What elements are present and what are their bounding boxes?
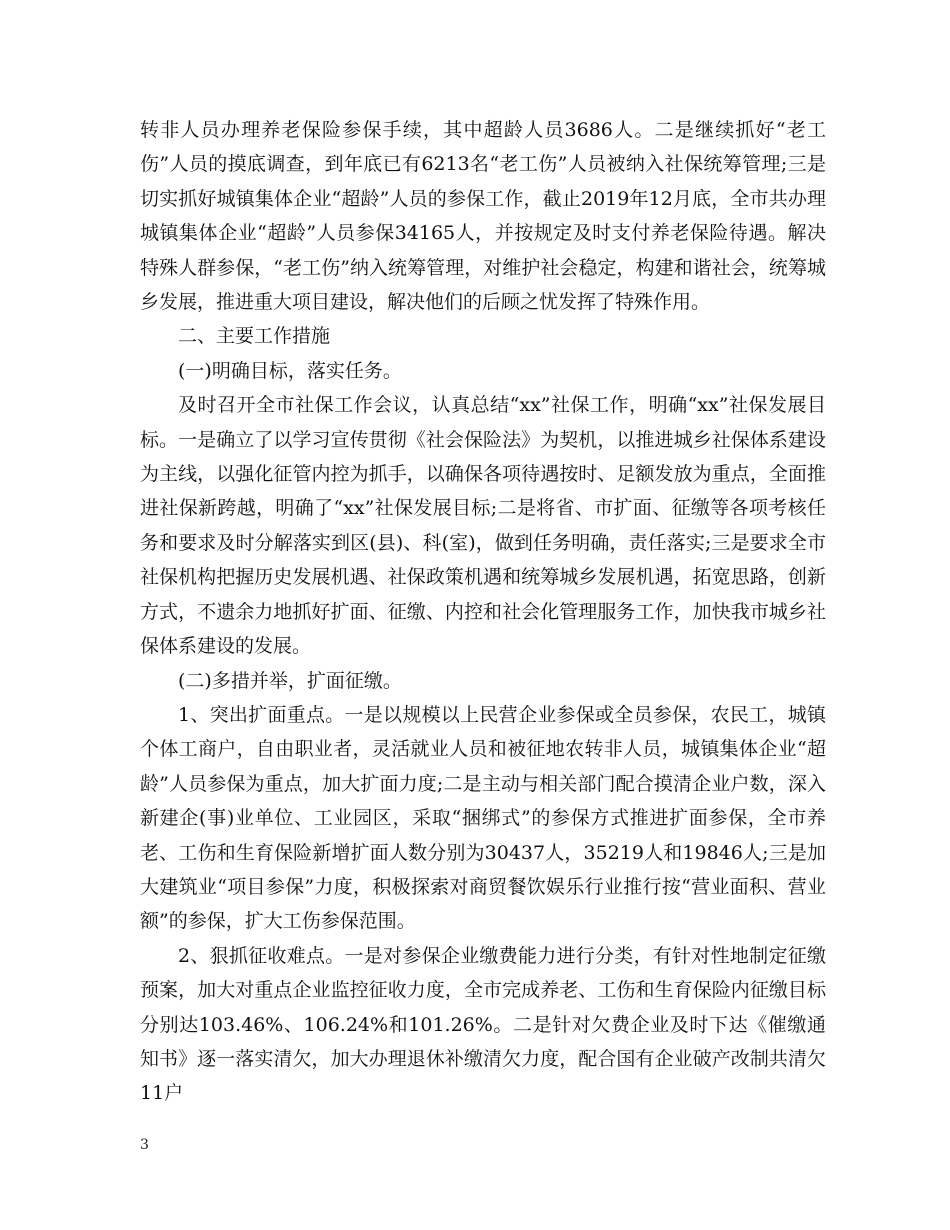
paragraph: 转非人员办理养老保险参保手续，其中超龄人员3686人。二是继续抓好“老工伤”人员的摸底调查，到年底已有6213名“老工伤”人员被纳入社保统筹管理;三是切实抓好城镇集体企业“超龄”人员的参保工作，截止2019年12月底，全市共办理城镇集体企业“超龄”人员参保34165人，并按规定及时支付养老保险待遇。解决特殊人群参保，“老工伤”纳入统筹管理，对维护社会稳定，构建和谐社会，统筹城乡发展，推进重大项目建设，解决他们的后顾之忧发挥了特殊作用。 — [140, 119, 826, 314]
document-body — [140, 113, 826, 1111]
page-number: 3 — [140, 1137, 149, 1153]
subsection-heading: (二)多措并举，扩面征缴。 — [178, 669, 402, 692]
paragraph: 1、突出扩面重点。一是以规模以上民营企业参保或全员参保，农民工，城镇个体工商户，自由职业者，灵活就业人员和被征地农转非人员，城镇集体企业“超龄”人员参保为重点，加大扩面力度;二是主动与相关部门配合摸清企业户数，深入新建企(事)业单位、工业园区，采取“捆绑式”的参保方式推进扩面参保，全市养老、工伤和生育保险新增扩面人数分别为30437人，35219人和19846人;三是加大建筑业“项目参保”力度，积极探索对商贸餐饮娱乐行业推行按“营业面积、营业额”的参保，扩大工伤参保范围。 — [140, 703, 826, 933]
paragraph: 及时召开全市社保工作会议，认真总结“xx”社保工作，明确“xx”社保发展目标。一是确立了以学习宣传贯彻《社会保险法》为契机，以推进城乡社保体系建设为主线，以强化征管内控为抓手，以确保各项待遇按时、足额发放为重点，全面推进社保新跨越，明确了“xx”社保发展目标;二是将省、市扩面、征缴等各项考核任务和要求及时分解落实到区(县)、科(室)，做到任务明确，责任落实;三是要求全市社保机构把握历史发展机遇、社保政策机遇和统筹城乡发展机遇，拓宽思路，创新方式，不遗余力地抓好扩面、征缴、内控和社会化管理服务工作，加快我市城乡社保体系建设的发展。 — [140, 394, 826, 658]
section-heading: 二、主要工作措施 — [178, 325, 331, 348]
paragraph: 2、狠抓征收难点。一是对参保企业缴费能力进行分类，有针对性地制定征缴预案，加大对重点企业监控征收力度，全市完成养老、工伤和生育保险内征缴目标分别达103.46%、106.24%和101.26%。二是针对欠费企业及时下达《催缴通知书》逐一落实清欠，加大办理退休补缴清欠力度，配合国有企业破产改制共清欠11户 — [140, 944, 826, 1105]
subsection-heading: (一)明确目标，落实任务。 — [178, 359, 402, 382]
